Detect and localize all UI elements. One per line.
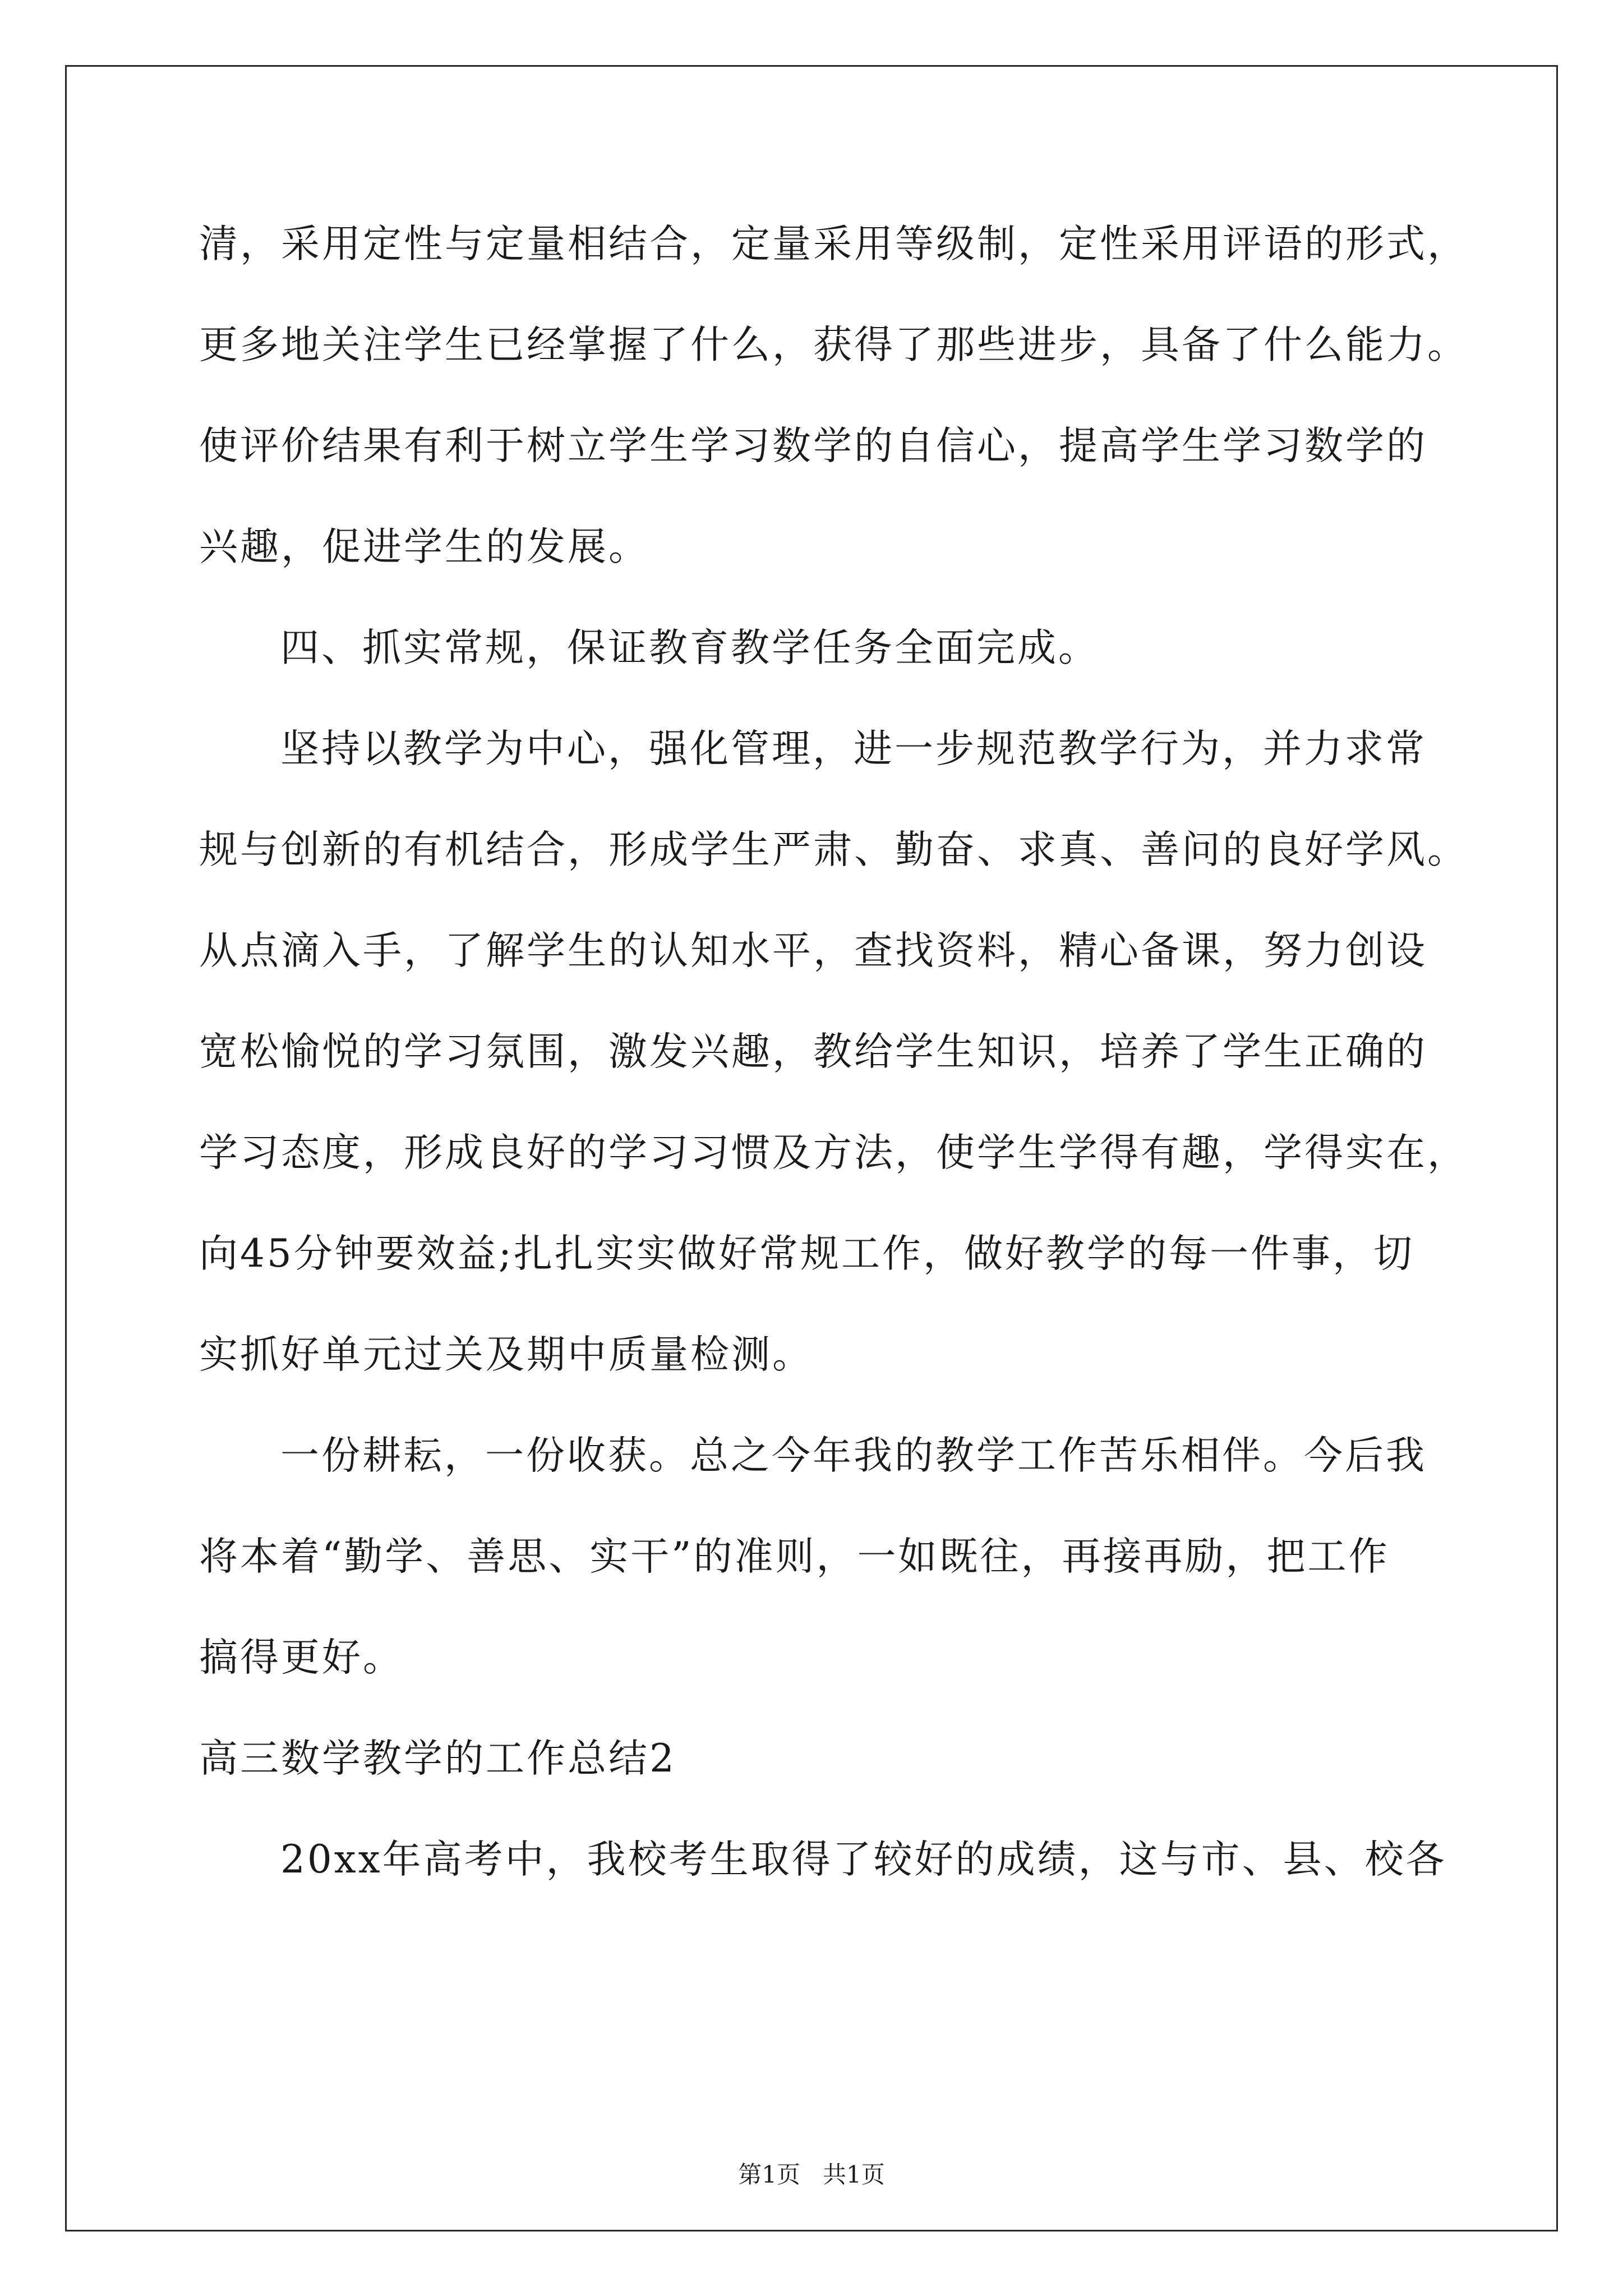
body-line-14: 将本着“勤学、善思、实干”的准则，一如既往，再接再励，把工作 — [199, 1534, 1390, 1579]
body-line-7: 规与创新的有机结合，形成学生严肃、勤奋、求真、善问的良好学风。 — [199, 827, 1468, 872]
body-line-10: 学习态度，形成良好的学习习惯及方法，使学生学得有趣，学得实在， — [199, 1130, 1468, 1175]
body-line-9: 宽松愉悦的学习氛围，激发兴趣，教给学生知识，培养了学生正确的 — [199, 1029, 1427, 1074]
body-line-3: 使评价结果有利于树立学生学习数学的自信心，提高学生学习数学的 — [199, 424, 1427, 468]
body-line-11: 向45分钟要效益;扎扎实实做好常规工作，做好教学的每一件事，切 — [199, 1231, 1415, 1276]
page-footer: 第1页 共1页 — [738, 2161, 885, 2188]
body-line-8: 从点滴入手，了解学生的认知水平，查找资料，精心备课，努力创设 — [199, 928, 1427, 973]
section-heading-four: 四、抓实常规，保证教育教学任务全面完成。 — [280, 625, 1099, 670]
body-line-1: 清，采用定性与定量相结合，定量采用等级制，定性采用评语的形式， — [199, 222, 1468, 266]
body-line-2: 更多地关注学生已经掌握了什么，获得了那些进步，具备了什么能力。 — [199, 323, 1468, 367]
section-title: 高三数学教学的工作总结2 — [199, 1736, 676, 1781]
body-line-13: 一份耕耘，一份收获。总之今年我的教学工作苦乐相伴。今后我 — [280, 1433, 1427, 1478]
body-line-6: 坚持以教学为中心，强化管理，进一步规范教学行为，并力求常 — [280, 726, 1427, 771]
body-line-15: 搞得更好。 — [199, 1635, 404, 1680]
body-line-12: 实抓好单元过关及期中质量检测。 — [199, 1332, 813, 1377]
body-line-4: 兴趣，促进学生的发展。 — [199, 524, 649, 569]
body-line-17: 20xx年高考中，我校考生取得了较好的成绩，这与市、县、校各 — [280, 1837, 1447, 1882]
